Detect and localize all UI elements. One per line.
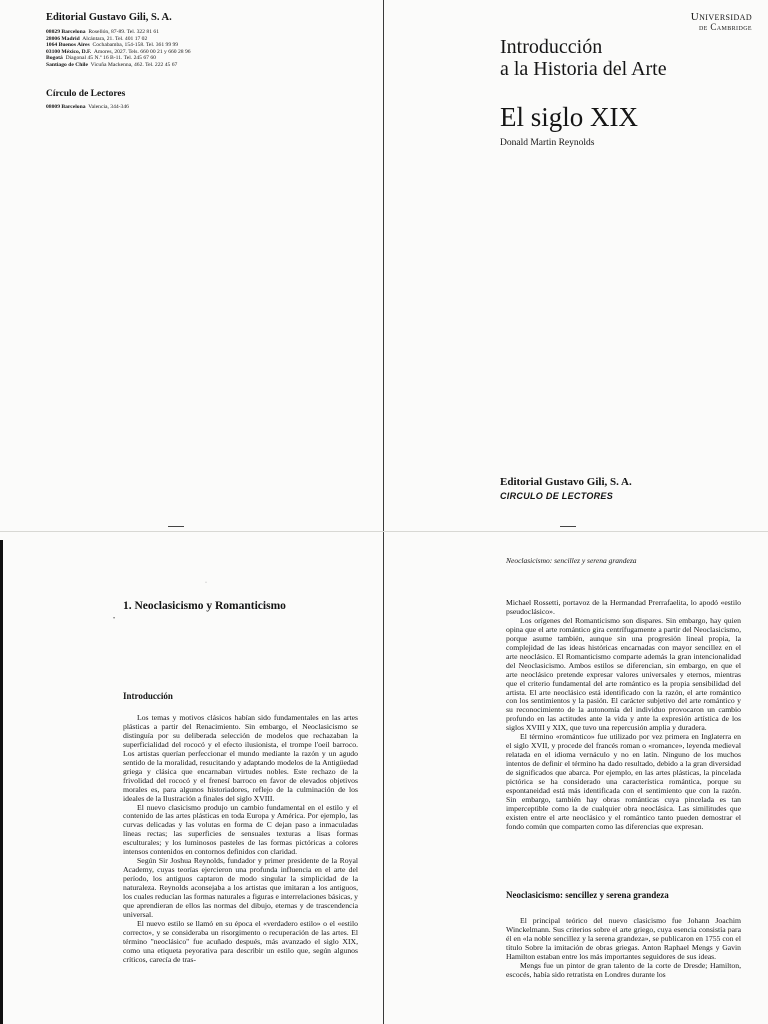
publisher-name: Editorial Gustavo Gili, S. A. (500, 476, 632, 488)
address-line: Bogotá Diagonal 45 N.º 16 B-11. Tel. 245 67 60 (46, 55, 156, 62)
paragraph: El nuevo estilo se llamó en su época el «verdadero estilo» o el «estilo correcto», y se consideraba un risorgimento o recuperación de las artes. El término "neoclásico" fue acuñado después, más avanzado el siglo XIX, como una etiqueta peyorativa para describir un estilo que, según algunos críticos, carecía de tras- (123, 918, 358, 964)
paragraph: Mengs fue un pintor de gran talento de la corte de Dresde; Hamilton, escocés, había sido retratista en Londres durante los (506, 960, 741, 979)
address-line: 03100 México, D.F. Amores, 2027. Tels. 660 00 21 y 660 28 96 (46, 48, 191, 55)
paragraph: Los orígenes del Romanticismo son dispares. Sin embargo, hay quien opina que el arte romántico gira centrífugamente a partir del Neoclasicismo, porque asume también, aunque sin una progresión lineal propia, la complejidad de las ideas históricas encarnadas con mayor sencillez en el arte neoclásico. El Romanticismo comparte además la gran intencionalidad del Neoclasicismo. Ambos estilos se diferencian, sin embargo, en que el arte neoclásico pretende expresar valores universales y eternos, mientras que el criterio fundamental del arte romántico es la propia sensibilidad del artista. El arte neoclásico está identificado con la razón, el arte romántico con los sentimientos y la pasión. El carácter subjetivo del arte romántico y su reconocimiento de la autonomía del individuo provocaron un cambio profundo en las actitudes ante la vida y ante la expresión artística de los siglos XVIII y XIX, que tuvo una repercusión amplia y duradera. (506, 615, 741, 733)
paragraph: El nuevo clasicismo produjo un cambio fundamental en el estilo y el contenido de las artes plásticas en toda Europa y América. Por ejemplo, las curvas delicadas y las volutas en forma de C dejan paso a inmaculadas líneas rectas; las superficies de sensuales texturas a lisas formas esculturales; y los luminosos pasteles de las formas pictóricas a colores intensos contenidos en contornos definidos con claridad. (123, 802, 358, 857)
address-line: 08029 Barcelona Rosellón, 87-89. Tel. 322 81 61 (46, 29, 159, 35)
author-name: Donald Martin Reynolds (500, 138, 595, 148)
title-page (384, 0, 768, 532)
scan-speck: • (113, 616, 116, 622)
section-heading: Neoclasicismo: sencillez y serena grandeza (506, 890, 669, 900)
university-line: Universidad (690, 11, 752, 23)
address-line: Santiago de Chile Vicuña Mackenna, 462. Tel. 222 45 67 (46, 61, 178, 68)
book-title: El siglo XIX (500, 102, 638, 132)
body-text (506, 917, 741, 980)
text-page (384, 532, 768, 1024)
paragraph: Michael Rossetti, portavoz de la Hermandad Prerrafaelita, lo apodó «estilo pseudoclásico». (506, 598, 741, 616)
body-text (123, 714, 358, 965)
paragraph: El principal teórico del nuevo clasicismo fue Johann Joachim Winckelmann. Sus criterios sobre el arte griego, cuya esencia consistía para él en «la noble sencillez y la serena grandeza», se publicaron en 1755 con el título Sobre la imitación de obras griegas. Anton Raphael Mengs y Gavin Hamilton estaban entre los más importantes seguidores de sus ideas. (506, 916, 741, 961)
scan-speck: · (205, 580, 207, 586)
publisher-name: Editorial Gustavo Gili, S. A. (46, 12, 172, 23)
body-text (506, 599, 741, 832)
university-imprint (691, 12, 752, 32)
chapter-page (0, 532, 384, 1024)
paragraph: Según Sir Joshua Reynolds, fundador y primer presidente de la Royal Academy, cuyas teorías ejercieron una profunda influencia en el arte del período, los antiguos captaron de modo singular la simplicidad de la naturaleza. Reynolds aconsejaba a los artistas que imitaran a los antiguos, los cuales reducían las formas naturales a figuras e interrelaciones básicas, y que aprendieran de ellos las normas del dibujo, eternas y de trascendencia universal. (123, 856, 358, 919)
university-line: de Cambridge (698, 22, 752, 32)
address-line: 28006 Madrid Alcántara, 21. Tel. 401 17 02 (46, 35, 148, 42)
chapter-title: 1. Neoclasicismo y Romanticismo (123, 600, 286, 612)
series-title: Introducción (500, 36, 603, 58)
paragraph: Los temas y motivos clásicos habían sido fundamentales en las artes plásticas a partir del Renacimiento. Sin embargo, el Neoclasicismo se distinguía por su deliberada selección de modelos que rechazaban la superficialidad del rococó y el efecto ilusionista, el trompe l'oeil barroco. Los artistas querían perfeccionar el mundo mediante la razón y un agudo sentido de la moralidad, resucitando y adaptando modelos de la Antigüedad griega y clásica que encarnaban virtudes nobles. Este rechazo de la frivolidad del rococó y el frenesí barroco en favor de elevados objetivos morales es, para algunos historiadores, reflejo de la culminación de los ideales de la Ilustración a finales del siglo XVIII. (123, 713, 358, 803)
series-title: a la Historia del Arte (500, 58, 667, 80)
club-name: Círculo de Lectores (46, 89, 126, 99)
club-logo-text: CIRCULO DE LECTORES (500, 491, 614, 501)
address-list (46, 29, 191, 69)
section-heading: Introducción (123, 691, 173, 701)
club-address: 08009 Barcelona Valencia, 344-346 (46, 104, 129, 110)
address-line: 1064 Buenos Aires Cochabamba, 154-158. Tel. 361 99 99 (46, 42, 179, 49)
running-head: Neoclasicismo: sencillez y serena grandeza (506, 556, 637, 565)
imprint-page (0, 0, 384, 532)
paragraph: El término «romántico» fue utilizado por vez primera en Inglaterra en el siglo XVII, y procede del francés roman o «romance», leyenda medieval relatada en el idioma vernáculo y no en latín. Ninguno de los muchos intentos de definir el término ha dado resultado, debido a la gran diversidad de significados que abarca. Por ejemplo, en las artes plásticas, la pincelada pictórica se ha considerado una característica romántica, porque su espontaneidad está más identificada con el sentimiento que con la razón. Sin embargo, también hay obras románticas cuya pincelada es tan imperceptible como la de cualquier obra neoclásica. Las similitudes que existen entre el arte neoclásico y el romántico tanto pueden demostrar el fondo común que comparten como las diferencias que expresan. (506, 732, 741, 831)
